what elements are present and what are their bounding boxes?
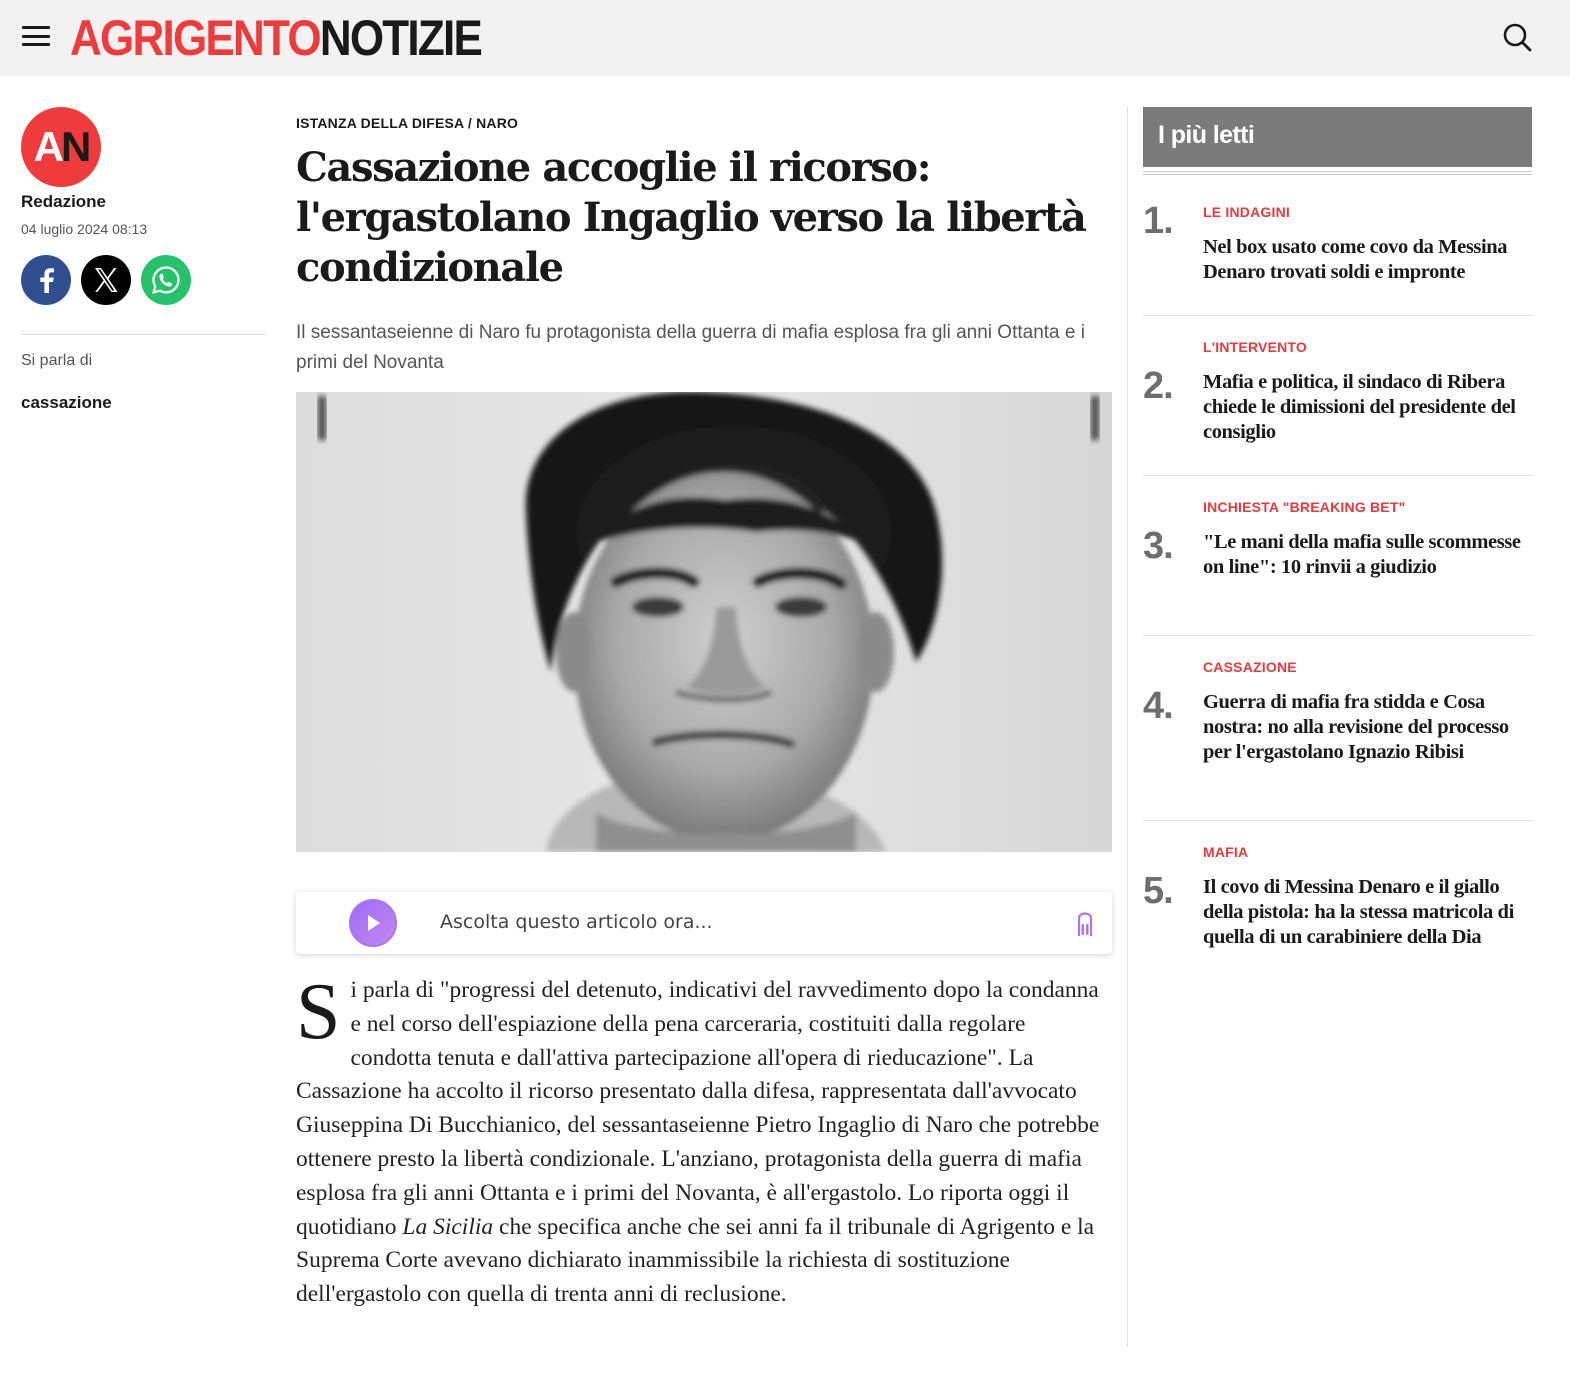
site-logo[interactable] [70, 8, 481, 68]
play-icon [364, 913, 382, 933]
rank-number: 1. [1143, 200, 1173, 242]
x-icon [91, 265, 121, 295]
article-body [296, 968, 1111, 1312]
share-x-button[interactable] [81, 255, 131, 305]
audio-label[interactable]: Ascolta questo articolo ora... [440, 911, 713, 933]
item-title[interactable]: Guerra di mafia fra stidda e Cosa nostra: no alla revisione del processo per l'ergastolano Ignazio Ribisi [1203, 691, 1509, 763]
play-button[interactable] [349, 899, 397, 947]
author-avatar[interactable] [21, 107, 101, 187]
item-separator [1143, 315, 1532, 316]
column-divider [1127, 107, 1128, 1347]
item-title[interactable]: Mafia e politica, il sindaco di Ribera chiede le dimissioni del presidente del consiglio [1203, 371, 1516, 443]
logo-part-notizie: NOTIZIE [319, 10, 482, 66]
rank-number: 3. [1143, 525, 1173, 567]
item-separator [1143, 635, 1532, 636]
rank-number: 5. [1143, 870, 1173, 912]
rank-number: 2. [1143, 365, 1173, 407]
item-category[interactable]: MAFIA [1203, 844, 1249, 860]
tag-link-cassazione[interactable]: cassazione [21, 393, 112, 412]
item-title[interactable]: "Le mani della mafia sulle scommesse on line": 10 rinvii a giudizio [1203, 531, 1521, 578]
avatar-letter-a: A [33, 123, 61, 170]
newspaper-name: La Sicilia [402, 1213, 494, 1240]
publish-date: 04 luglio 2024 08:13 [21, 221, 148, 237]
tags-label: Si parla di [21, 352, 93, 369]
body-text-part-1: i parla di "progressi del detenuto, indicativi del ravvedimento dopo la condanna e nel corso dell'espiazione della pena carceraria, costituiti dalla regolare condotta tenuta e dall'attiva partecipazione all'opera di rieducazione". La Cassazione ha accolto il ricorso presentato dalla difesa, rappresentata dall'avvocato Giuseppina Di Bucchianico, del sessantaseienne Pietro Ingaglio di Naro che potrebbe ottenere presto la libertà condizionale. L'anziano, protagonista della guerra di mafia esplosa fra gli anni Ottanta e i primi del Novanta, è all'ergastolo. Lo riporta oggi il quotidiano [296, 977, 1100, 1240]
avatar-letter-n: N [61, 123, 89, 170]
body-text-part-2: che specifica anche che sei anni fa il tribunale di Agrigento e la Suprema Corte avevano dichiarato inammissibile la richiesta di sostituzione dell'ergastolo con quella di trenta anni di reclusione. [296, 1213, 1095, 1308]
item-category[interactable]: CASSAZIONE [1203, 659, 1297, 675]
item-title[interactable]: Il covo di Messina Denaro e il giallo della pistola: ha la stessa matricola di quella di un carabiniere della Dia [1203, 876, 1514, 948]
facebook-icon [35, 266, 57, 294]
item-separator [1143, 820, 1532, 821]
audio-player [296, 892, 1112, 954]
article-subtitle: Il sessantaseienne di Naro fu protagonista della guerra di mafia esplosa fra gli anni Ottanta e i primi del Novanta [296, 322, 1085, 373]
most-read-header [1143, 107, 1532, 167]
whatsapp-icon [150, 264, 182, 296]
share-facebook-button[interactable] [21, 255, 71, 305]
site-header [0, 0, 1570, 76]
logo-part-agrigento: AGRIGENTO [70, 10, 320, 66]
hamburger-icon[interactable] [22, 26, 50, 48]
most-read-underline [1143, 171, 1532, 175]
rank-number: 4. [1143, 685, 1173, 727]
item-title[interactable]: Nel box usato come covo da Messina Denaro trovati soldi e impronte [1203, 236, 1508, 283]
item-category[interactable]: LE INDAGINI [1203, 204, 1290, 220]
left-divider [21, 334, 265, 335]
item-category[interactable]: INCHIESTA "BREAKING BET" [1203, 499, 1406, 515]
item-separator [1143, 475, 1532, 476]
audio-brand-icon[interactable] [1075, 906, 1095, 940]
search-icon[interactable] [1500, 20, 1534, 54]
item-category[interactable]: L'INTERVENTO [1203, 339, 1308, 355]
article-photo [296, 392, 1112, 852]
dropcap: S [296, 968, 341, 1056]
article-kicker[interactable]: ISTANZA DELLA DIFESA / NARO [296, 115, 519, 131]
author-name[interactable]: Redazione [21, 192, 107, 211]
article-headline: Cassazione accoglie il ricorso: l'ergastolano Ingaglio verso la libertà condizionale [296, 144, 1086, 291]
most-read-title: I più letti [1158, 121, 1255, 149]
share-whatsapp-button[interactable] [141, 255, 191, 305]
